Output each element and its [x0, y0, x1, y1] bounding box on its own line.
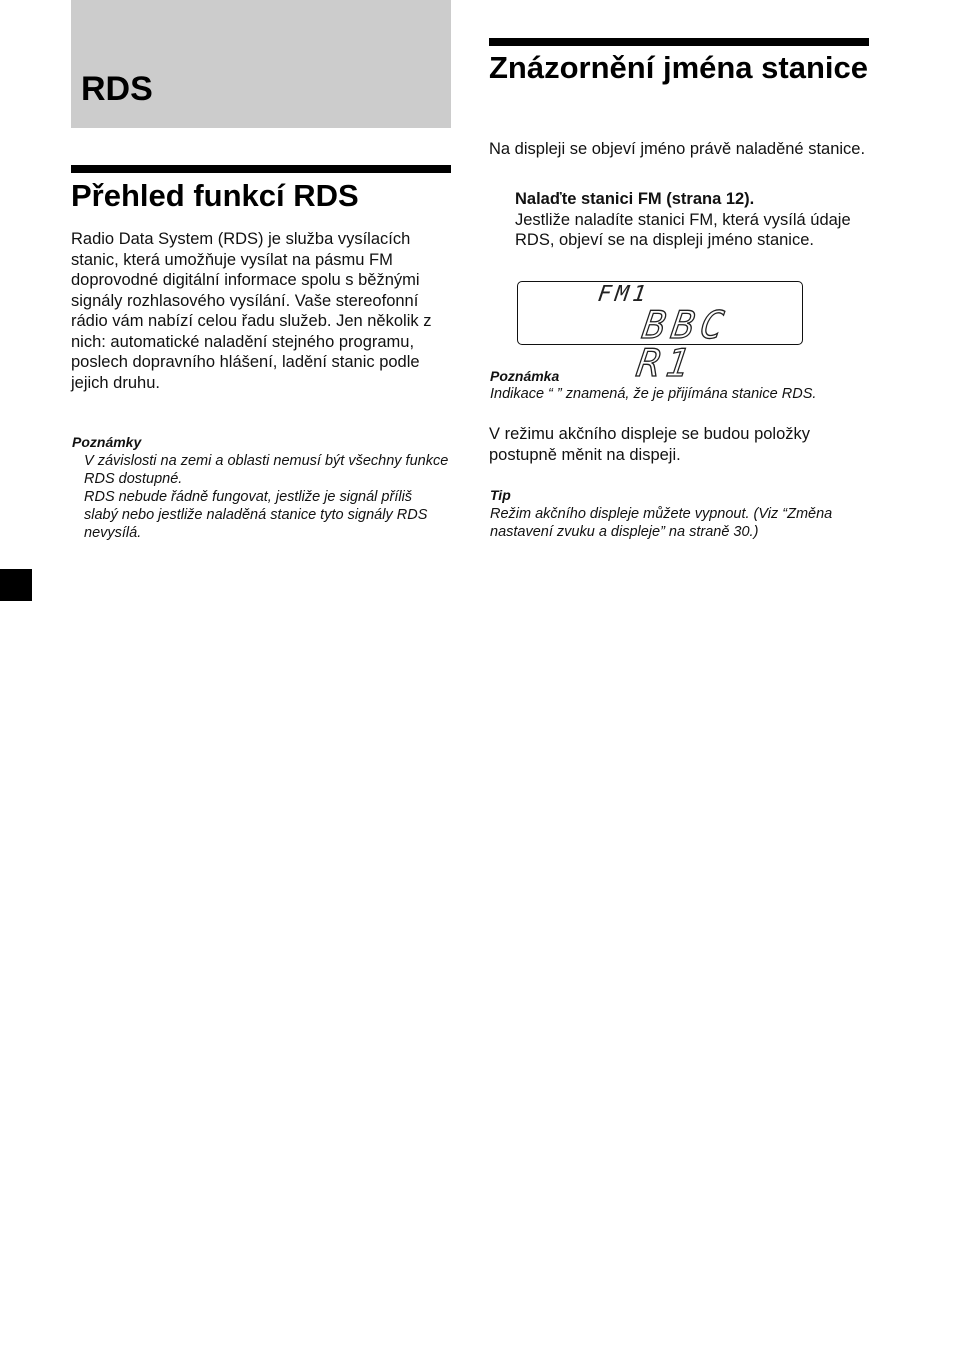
display-band: FM1	[596, 282, 652, 307]
right-note-text: Indikace “ ” znamená, že je přijímána stanice RDS.	[490, 386, 817, 402]
left-intro-paragraph: Radio Data System (RDS) je služba vysílacích stanic, která umožňuje vysílat na pásmu FM doprovodné digitální informace spolu s běžnými signály rozhlasového vysílání. Vaše stereofonní rádio vám nabízí celou řadu služeb. Jen několik z nich: automatické naladění stejného programu, poslech dopravního hlášení, ladění stanic podle jejich druhu.	[71, 230, 432, 392]
step-1-text: Jestliže naladíte stanici FM, která vysílá údaje RDS, objeví se na displeji jméno stanice.	[515, 210, 851, 249]
tip-text: Režim akčního displeje můžete vypnout. (Viz “Změna nastavení zvuku a displeje” na straně 30.)	[490, 506, 833, 540]
left-section-rule	[71, 165, 451, 173]
chapter-title: RDS	[81, 70, 153, 108]
section-tab-marker	[0, 569, 32, 601]
left-notes-label: Poznámky	[72, 434, 142, 450]
right-note-label: Poznámka	[490, 368, 560, 384]
right-section-heading: Znázornění jména stanice	[489, 50, 868, 85]
right-intro-paragraph: Na displeji se objeví jméno právě naladěné stanice.	[489, 140, 866, 158]
chapter-header-box	[71, 0, 451, 128]
left-section-heading: Přehled funkcí RDS	[71, 178, 359, 213]
left-note-1: V závislosti na zemi a oblasti nemusí být všechny funkce RDS dostupné.	[84, 453, 449, 487]
left-note-2: RDS nebude řádně fungovat, jestliže je signál příliš slabý nebo jestliže naladěná stanice tyto signály RDS nevysílá.	[84, 489, 428, 541]
right-paragraph-2: V režimu akčního displeje se budou položky postupně měnit na dispeji.	[489, 425, 811, 464]
right-section-rule	[489, 38, 869, 46]
step-1-title: Nalaďte stanici FM (strana 12).	[515, 190, 755, 208]
step-1	[515, 189, 855, 251]
display-station-name: BBC R1	[634, 303, 733, 385]
tip-label: Tip	[490, 487, 511, 503]
